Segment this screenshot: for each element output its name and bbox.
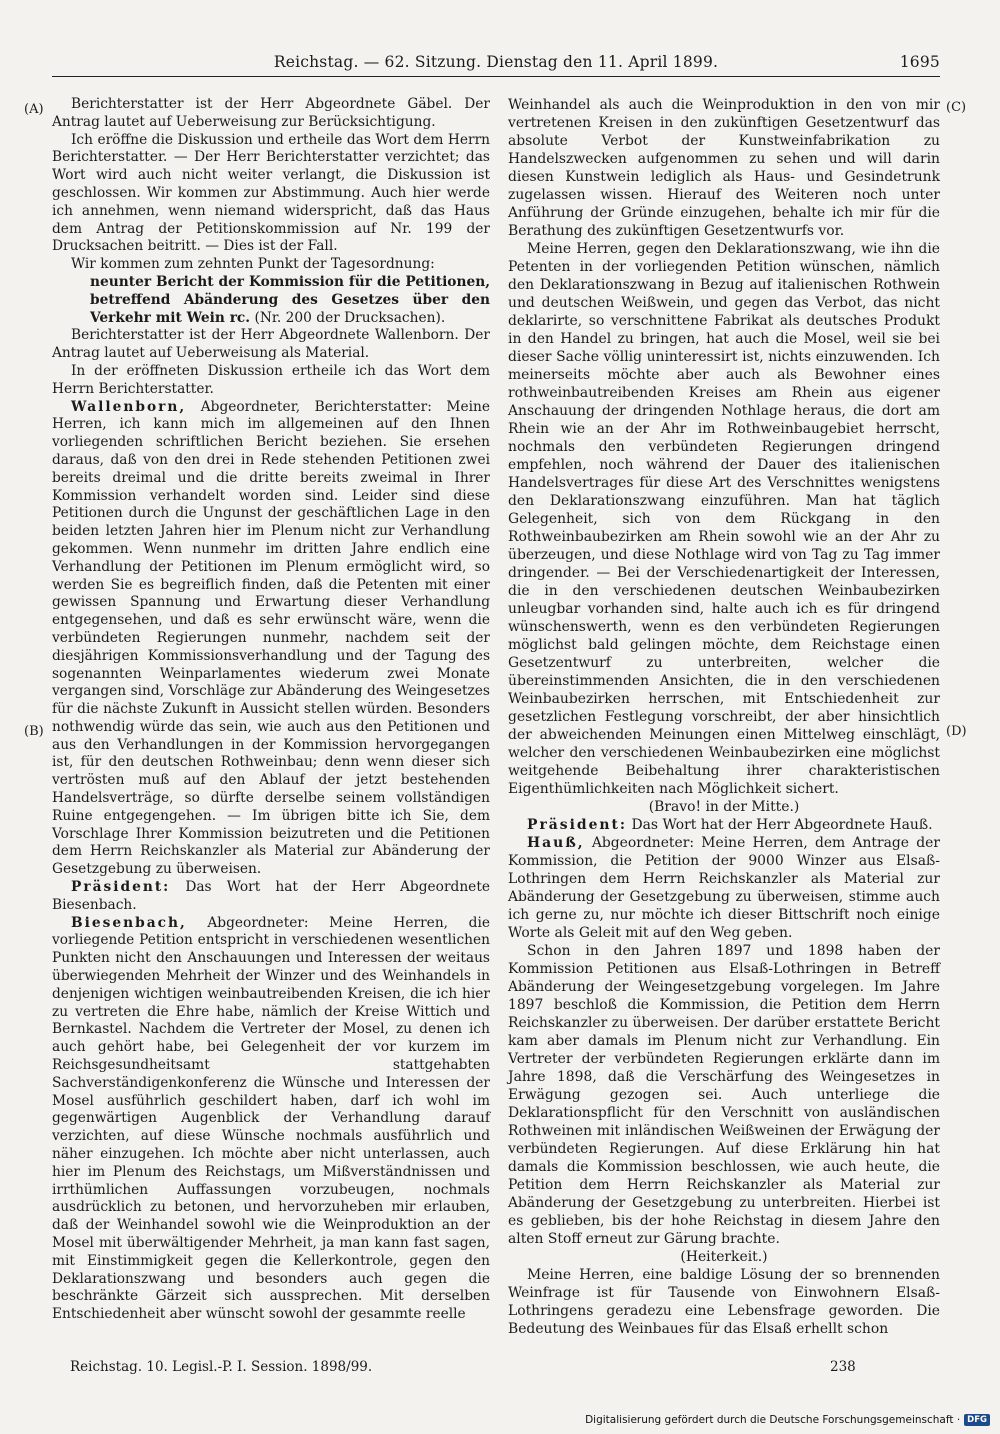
- header-rule: [52, 76, 940, 77]
- speech-text: Abgeordneter: Meine Herren, die vorliegende Petition entspricht in verschiedenen wesentlichen Punkten nicht den Anschauungen und Interessen der weitaus überwiegenden Mehrheit der Winzer und des Weinhandels in denjenigen wichtigen weinbautreibenden Kreisen, die ich hier zu vertreten die Ehre habe, nämlich der Kreise Wittich und Bernkastel. Nachdem die Vertreter der Mosel, zu denen ich auch gehört habe, bei Gelegenheit der vor kurzem im Reichsgesundheitsamt stattgehabten Sachverständigenkonferenz die Wünsche und Interessen der Mosel ausführlich geschildert haben, darf ich wohl im gegenwärtigen Augenblick der Verhandlung darauf verzichten, auf diese Wünsche nochmals ausführlich und näher einzugehen. Ich möchte aber nicht unterlassen, auch hier im Plenum des Reichstags, um Mißverständnissen und irrthümlichen Auffassungen vorzubeugen, nochmals ausdrücklich zu betonen, und hervorzuheben mir erlauben, daß der Weinhandel sowohl wie die Weinproduktion an der Mosel mit überwältigender Mehrheit, ja man kann fast sagen, mit Einstimmigkeit gegen die Kellerkontrole, gegen den Deklarationszwang und besonders auch gegen die beschränkte Gärzeit sich aussprechen. Mit derselben Entschiedenheit aber wünscht sowohl der gesammte reelle: [52, 914, 490, 1323]
- running-head: Reichstag. — 62. Sitzung. Dienstag den 11. April 1899.: [273, 53, 719, 71]
- speaker-name: Biesenbach,: [71, 914, 187, 931]
- speaker-name: Wallenborn,: [71, 398, 187, 415]
- speech-paragraph: [508, 816, 940, 834]
- paragraph: Wir kommen zum zehnten Punkt der Tagesordnung:: [71, 256, 435, 273]
- credit-text: Digitalisierung gefördert durch die Deutsche Forschungsgemeinschaft ·: [585, 1414, 961, 1426]
- digitization-credit: [585, 1414, 990, 1426]
- speech-text: Das Wort hat der Herr Abgeordnete Hauß.: [627, 817, 933, 833]
- margin-marker-b: (B): [24, 724, 44, 739]
- speaker-name: Hauß,: [527, 835, 585, 851]
- left-column: [52, 96, 490, 1324]
- speaker-name: Präsident:: [527, 817, 628, 833]
- speech-text: Abgeordneter, Berichterstatter: Meine Herren, ich kann mich im allgemeinen auf den Ihnen vorliegenden schriftlichen Bericht beziehen. Sie ersehen daraus, daß von den drei in Rede stehenden Petitionen zwei bereits dreimal und die dritte bereits zweimal in Ihrer Kommission verhandelt worden sind. Leider sind diese Petitionen durch die Ungunst der geschäftlichen Lage in den beiden letzten Jahren hier im Plenum nicht zur Verhandlung gekommen. Wenn nunmehr im dritten Jahre endlich eine Verhandlung der Petitionen im Plenum ermöglicht wird, so werden Sie es begreiflich finden, daß die Petenten mit einer gewissen Spannung und Erwartung dieser Verhandlung entgegensehen, und daß es sehr erwünscht wäre, wenn die verbündeten Regierungen nunmehr, nachdem seit der diesjährigen Kommissionsverhandlung und der Tagung des sogenannten Weinparlamentes wiederum zwei Monate vergangen sind, Vorschläge zur Abänderung des Weingesetzes für die nächste Zukunft in Aussicht stellen würden. Besonders nothwendig würde das sein, wie auch aus den Petitionen und aus den Verhandlungen in der Kommission hervorgegangen ist, für den deutschen Rothweinbau; denn wenn dieser sich vertrösten muß auf den Ablauf der jetzt bestehenden Handelsverträge, so dürfte derselbe seinem vollständigen Ruine entgegengehen. — Im übrigen bitte ich Sie, dem Vorschlage Ihrer Kommission beizutreten und die Petitionen dem Herrn Reichskanzler als Material zur Abänderung der Gesetzgebung zu überweisen.: [52, 398, 490, 878]
- paragraph: Weinhandel als auch die Weinproduktion in den von mir vertretenen Kreisen in den zukünftigen Gesetzentwurf das absolute Verbot der Kunstweinfabrikation zu Handelszwecken aufgenommen zu sehen und will darin diesen Kunstwein lediglich als Haus- und Gesindetrunk zugelassen wissen. Hierauf des Weiteren noch unter Anführung der Gründe einzugehen, behalte ich mir für die Berathung des zukünftigen Gesetzentwurfs vor.: [508, 97, 940, 239]
- agenda-item-reference: (Nr. 200 der Drucksachen).: [250, 309, 446, 326]
- paragraph: Berichterstatter ist der Herr Abgeordnete Wallenborn. Der Antrag lautet auf Ueberweisung als Material.: [52, 327, 490, 362]
- interjection: (Heiterkeit.): [680, 1249, 768, 1265]
- speech-paragraph: [52, 879, 490, 915]
- paragraph: Meine Herren, eine baldige Lösung der so brennenden Weinfrage ist für Tausende von Einwohnern Elsaß-Lothringens geradezu eine Lebensfrage geworden. Die Bedeutung des Weinbaues für das Elsaß erhellt schon: [508, 1267, 940, 1337]
- dfg-logo-icon: DFG: [964, 1414, 990, 1426]
- speech-paragraph: [52, 915, 490, 1324]
- paragraph: Ich eröffne die Diskussion und ertheile das Wort dem Herrn Berichterstatter. — Der Herr Berichterstatter verzichtet; das Wort wird auch nicht weiter verlangt, die Diskussion ist geschlossen. Wir kommen zur Abstimmung. Auch hier werde ich annehmen, wenn niemand widerspricht, daß das Haus dem Antrag der Petitionskommission auf Nr. 199 der Drucksachen beitritt. — Dies ist der Fall.: [52, 131, 490, 255]
- paragraph: Berichterstatter ist der Herr Abgeordnete Gäbel. Der Antrag lautet auf Ueberweisung zur Berücksichtigung.: [52, 96, 490, 130]
- speaker-name: Präsident:: [71, 879, 171, 896]
- page-header: [52, 50, 940, 74]
- margin-marker-d: (D): [946, 724, 967, 739]
- margin-marker-a: (A): [24, 102, 44, 117]
- footer-imprint: Reichstag. 10. Legisl.-P. I. Session. 1898/99.: [70, 1359, 373, 1375]
- speech-paragraph: [52, 399, 490, 880]
- speech-paragraph: [508, 834, 940, 942]
- paragraph: In der eröffneten Diskussion ertheile ich das Wort dem Herrn Berichterstatter.: [52, 362, 490, 397]
- paragraph: Meine Herren, gegen den Deklarationszwang, wie ihn die Petenten in der vorliegenden Petition wünschen, nämlich den Deklarationszwang in Bezug auf italienischen Rothwein und deutschen Weißwein, und gegen das Verbot, das nicht deklarirte, so verschnittene Fabrikat als deutsches Produkt in den Handel zu bringen, hat auch die Mosel, weil sie bei dieser Sache völlig uninteressirt ist, nichts einzuwenden. Ich meinerseits möchte aber auch als Bewohner eines rothweinbautreibenden Kreises am Rhein aus eigener Anschauung der dringenden Nothlage heraus, die dort am Rhein wie an der Ahr im Rothweinbaugebiet herrscht, nochmals den verbündeten Regierungen dringend empfehlen, noch während der Dauer des italienischen Handelsvertrages für diese Art des Verschnittes wenigstens den Deklarationszwang einzuführen. Man hat täglich Gelegenheit, sich von dem Rückgang in den Rothweinbaubezirken am Rhein sowohl wie an der Ahr zu überzeugen, und diese Nothlage wird von Tag zu Tag immer dringender. — Bei der Verschiedenartigkeit der Interessen, die in den verschiedenen deutschen Weinbaubezirken unleugbar vorhanden sind, halte auch ich es für dringend wünschenswerth, wenn es den verbündeten Regierungen möglichst bald gelingen möchte, dem Reichstage einen Gesetzentwurf zu unterbreiten, welcher die übereinstimmenden Ansichten, die in den verschiedenen Weinbaubezirken herrschen, mit Entschiedenheit zur gesetzlichen Festlegung vorschreibt, der aber hinsichtlich der abweichenden Meinungen einen Mittelweg einschlägt, welcher den verschiedenen Weinbaubezirken eine möglichst weitgehende Beibehaltung ihrer charakteristischen Eigenthümlichkeiten nach Möglichkeit sichert.: [508, 241, 940, 797]
- right-column: [508, 96, 940, 1338]
- agenda-item: [90, 274, 490, 327]
- interjection: (Bravo! in der Mitte.): [648, 799, 800, 815]
- agenda-item-title: neunter Bericht der Kommission für die Petitionen, betreffend Abänderung des Gesetzes über den Verkehr mit Wein rc.: [90, 273, 490, 326]
- margin-marker-c: (C): [946, 100, 967, 115]
- speech-text: Abgeordneter: Meine Herren, dem Antrage der Kommission, die Petition der 9000 Winzer aus Elsaß-Lothringen dem Herrn Reichskanzler als Material zur Abänderung der Gesetzgebung zu überweisen, stimme auch ich gerne zu, nur möchte ich dieser Bittschrift noch einige Worte als Geleit mit auf den Weg geben.: [508, 835, 940, 941]
- page-number: 1695: [899, 53, 940, 71]
- footer-sheet-number: 238: [830, 1359, 856, 1375]
- paragraph: Schon in den Jahren 1897 und 1898 haben der Kommission Petitionen aus Elsaß-Lothringen in Betreff Abänderung der Weingesetzgebung vorgelegen. Im Jahre 1897 beschloß die Kommission, die Petition dem Herrn Reichskanzler zu überweisen. Der darüber erstattete Bericht kam aber damals im Plenum nicht zur Verhandlung. Ein Vertreter der verbündeten Regierungen erklärte dann im Jahre 1898, daß die Verschärfung des Weingesetzes in Erwägung gezogen sei. Auch unterliege die Deklarationspflicht für den Verschnitt von ausländischen Rothweinen mit inländischen Weißweinen der Erwägung der verbündeten Regierungen. Auf diese Erklärung hin hat damals die Kommission beschlossen, wie auch heute, die Petition dem Herrn Reichskanzler als Material zur Abänderung der Gesetzgebung zu unterbreiten. Hierbei ist es geblieben, bis der hohe Reichstag in diesem Jahre den alten Stoff erneut zur Gärung brachte.: [508, 943, 940, 1247]
- speech-text: Das Wort hat der Herr Abgeordnete Biesenbach.: [52, 879, 490, 913]
